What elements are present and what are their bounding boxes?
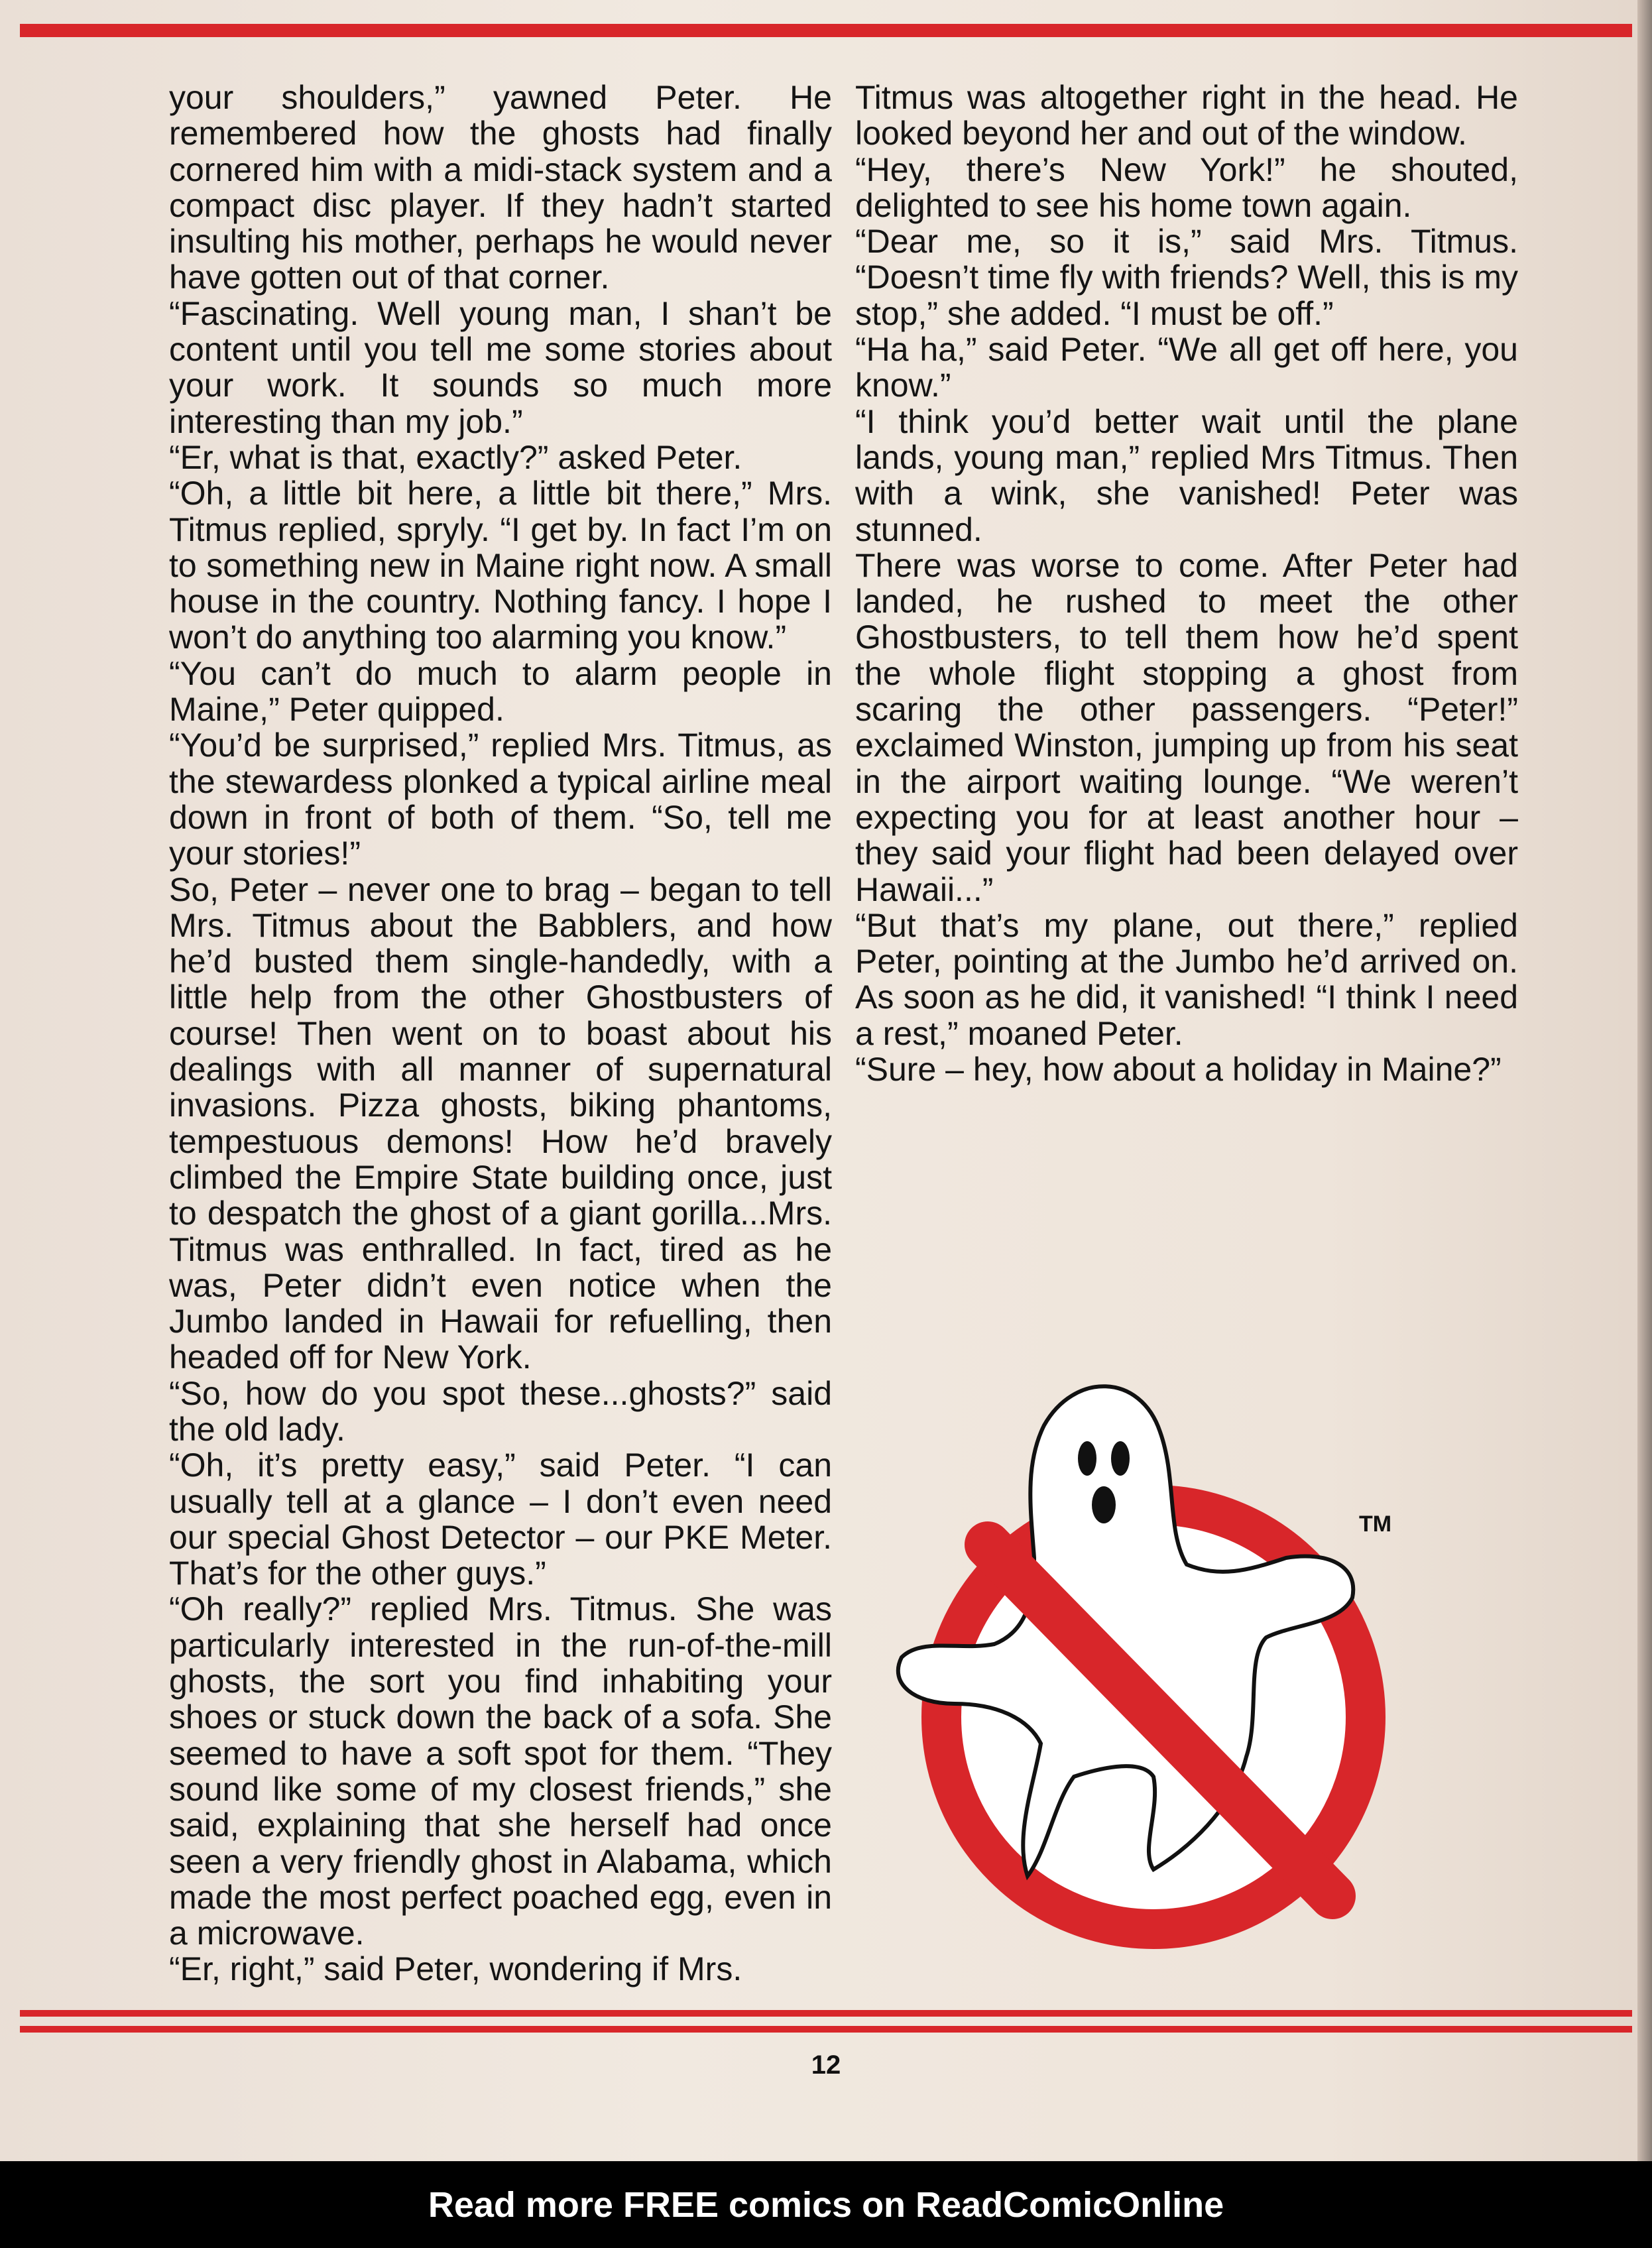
paragraph: There was worse to come. After Peter had landed, he rushed to meet the other Ghostbusters, to tell them how he’d spent the whole flight stopping a ghost from scaring the other passengers. “Peter!” exclaimed Winston, jumping up from his seat in the airport waiting lounge. “We weren’t expecting you for at least another hour – they said your flight had been delayed over Hawaii...” (855, 546, 1518, 908)
paragraph: “Er, what is that, exactly?” asked Peter. (169, 438, 742, 476)
paragraph: “Hey, there’s New York!” he shouted, delighted to see his home town again. (855, 150, 1518, 224)
paragraph: “Oh, it’s pretty easy,” said Peter. “I can usually tell at a glance – I don’t even need our special Ghost Detector – our PKE Meter. That’s for the other guys.” (169, 1447, 832, 1592)
paragraph: “Sure – hey, how about a holiday in Maine?” (855, 1051, 1502, 1089)
paragraph: “Fascinating. Well young man, I shan’t be content until you tell me some stories about your work. It sounds so much more interesting than my job.” (169, 294, 832, 440)
ghost-mouth (1092, 1486, 1116, 1523)
paragraph: your shoulders,” yawned Peter. He remembered how the ghosts had finally cornered him with a midi-stack system and a compact disc player. If they hadn’t started insulting his mother, perhaps he would never have gotten out of that corner. (169, 79, 832, 296)
footer-text[interactable]: Read more FREE comics on ReadComicOnline (428, 2184, 1224, 2225)
paragraph: “Oh, a little bit here, a little bit there,” Mrs. Titmus replied, spryly. “I get by. In fact I’m on to something new in Maine right now. A small house in the country. Nothing fancy. I hope I won’t do anything too alarming you know.” (169, 475, 832, 656)
page-edge (1637, 0, 1652, 2161)
top-red-stripe (20, 24, 1632, 37)
paragraph: So, Peter – never one to brag – began to tell Mrs. Titmus about the Babblers, and how he’d busted them single-handedly, with a little help from the other Ghostbusters of course! Then went on to boast about his dealings with all manner of supernatural invasions. Pizza ghosts, biking phantoms, tempestuous demons! How he’d bravely climbed the Empire State building once, just to despatch the ghost of a giant gorilla...Mrs. Titmus was enthralled. In fact, tired as he was, Peter didn’t even notice when the Jumbo landed in Hawaii for refuelling, then headed off for New York. (169, 870, 832, 1376)
paragraph: “Ha ha,” said Peter. “We all get off here, you know.” (855, 331, 1518, 404)
ghostbusters-logo (875, 1346, 1392, 1956)
paragraph: “But that’s my plane, out there,” replied Peter, pointing at the Jumbo he’d arrived on. As soon as he did, it vanished! “I think I need a rest,” moaned Peter. (855, 906, 1518, 1052)
ghost-left-eye (1078, 1441, 1096, 1476)
paragraph: “So, how do you spot these...ghosts?” said the old lady. (169, 1374, 832, 1448)
paragraph: Titmus was altogether right in the head. He looked beyond her and out of the window. (855, 79, 1518, 152)
trademark-mark: TM (1359, 1511, 1392, 1537)
paragraph: “Oh really?” replied Mrs. Titmus. She was particularly interested in the run-of-the-mill ghosts, the sort you find inhabiting your shoes or stuck down the back of a sofa. She seemed to have a soft spot for them. “They sound like some of my closest friends,” she said, explaining that she herself had once seen a very friendly ghost in Alabama, which made the most perfect poached egg, even in a microwave. (169, 1590, 832, 1952)
paragraph: “Dear me, so it is,” said Mrs. Titmus. “Doesn’t time fly with friends? Well, this is my stop,” she added. “I must be off.” (855, 223, 1518, 332)
ghost-right-eye (1111, 1441, 1130, 1476)
bottom-red-stripe-upper (20, 2010, 1632, 2017)
paragraph: “Er, right,” said Peter, wondering if Mrs. (169, 1950, 742, 1988)
footer-banner-link[interactable] (0, 2161, 1652, 2248)
left-text-column (169, 80, 832, 1987)
right-text-column (855, 80, 1518, 1087)
paragraph: “You can’t do much to alarm people in Maine,” Peter quipped. (169, 654, 832, 729)
paragraph: “I think you’d better wait until the plane lands, young man,” replied Mrs Titmus. Then with a wink, she vanished! Peter was stunned. (855, 402, 1518, 548)
page-number: 12 (811, 2050, 841, 2080)
bottom-red-stripe-lower (20, 2026, 1632, 2033)
paragraph: “You’d be surprised,” replied Mrs. Titmus, as the stewardess plonked a typical airline meal down in front of both of them. “So, tell me your stories!” (169, 727, 832, 872)
